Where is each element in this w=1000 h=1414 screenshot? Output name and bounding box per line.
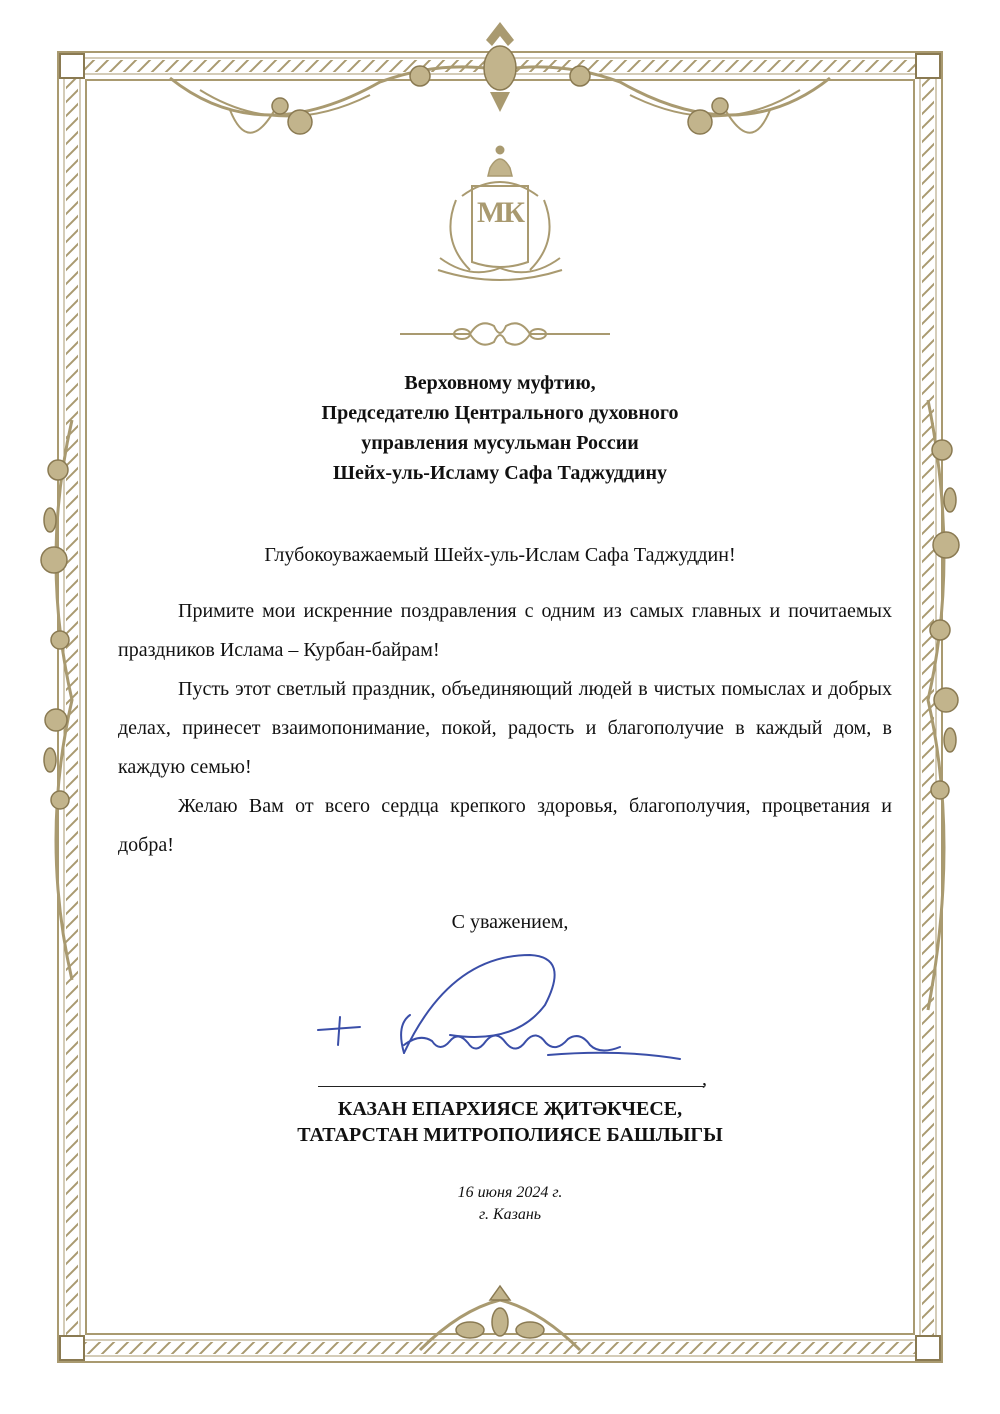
signatory-line: КАЗАН ЕПАРХИЯСЕ ҖИТӘКЧЕСЕ, bbox=[337, 1098, 683, 1120]
letter-date: 16 июня 2024 г. bbox=[457, 1184, 563, 1201]
address-line: Председателю Центрального духовного bbox=[321, 402, 679, 424]
signatory-line: ТАТАРСТАН МИТРОПОЛИЯСЕ БАШЛЫГЫ bbox=[297, 1124, 723, 1146]
paragraph: Желаю Вам от всего сердца крепкого здоровья, благополучия, процветания и добра! bbox=[118, 795, 892, 856]
letter-body bbox=[118, 592, 892, 865]
paragraph: Примите мои искренние поздравления с одним из самых главных и почитаемых праздников Ислама – Курбан-байрам! bbox=[118, 600, 892, 661]
recipient-address bbox=[200, 368, 800, 488]
handwritten-signature bbox=[300, 935, 700, 1075]
address-line: управления мусульман России bbox=[361, 432, 639, 454]
signature-comma: , bbox=[702, 1068, 707, 1090]
signature-line bbox=[318, 1086, 704, 1087]
signatory-title bbox=[150, 1096, 870, 1148]
address-line: Верховному муфтию, bbox=[404, 372, 596, 394]
emblem-monogram: МК bbox=[476, 196, 524, 229]
paragraph: Пусть этот светлый праздник, объединяющий людей в чистых помыслах и добрых делах, принесет взаимопонимание, покой, радость и благополучие в каждый дом, в каждую семью! bbox=[118, 678, 892, 778]
address-line: Шейх-уль-Исламу Сафа Таджуддину bbox=[332, 462, 668, 484]
salutation: Глубокоуважаемый Шейх-уль-Ислам Сафа Таджуддин! bbox=[264, 544, 736, 566]
letter-place: г. Казань bbox=[478, 1206, 542, 1223]
closing: С уважением, bbox=[451, 911, 569, 933]
date-place bbox=[380, 1182, 640, 1226]
